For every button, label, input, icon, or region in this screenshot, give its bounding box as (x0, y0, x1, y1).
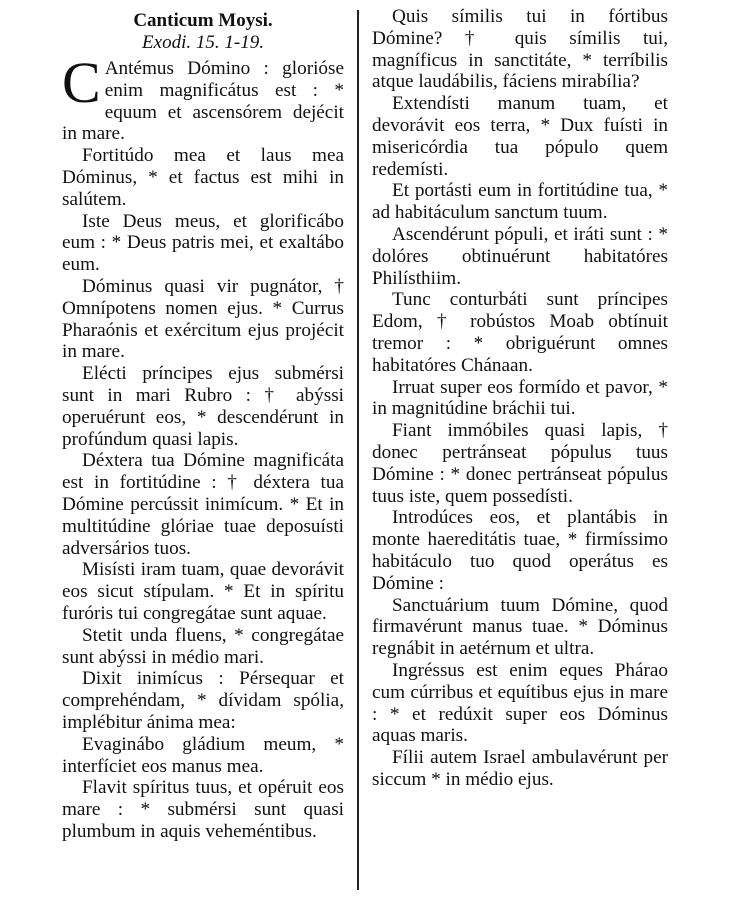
verse-1-text: Antémus Dómino : glorióse enim magnificátus est : * equum et ascensórem dejécit in mare. (62, 58, 344, 145)
verse-2: Fortitúdo mea et laus mea Dóminus, * et factus est mihi in salútem. (62, 145, 344, 210)
verse-4: Dóminus quasi vir pugnátor, † Omnípotens nomen ejus. * Currus Pharaónis et exércitum ejus projécit in mare. (62, 275, 344, 363)
verse-19: Introdúces eos, et plantábis in monte haereditátis tuae, * firmíssimo habitáculo tuo quod operátus es Dómine : (372, 507, 668, 594)
verse-12: Quis símilis tui in fórtibus Dómine? † quis símilis tui, magníficus in sanctitáte, * terríbilis atque laudábilis, fáciens mirabília? (372, 6, 668, 93)
verse-11: Flavit spíritus tuus, et opéruit eos mare : * submérsi sunt quasi plumbum in aquis veheméntibus. (62, 777, 344, 842)
verse-13: Extendísti manum tuam, et devorávit eos terra, * Dux fuísti in misericórdia tua pópulo quem redemísti. (372, 93, 668, 180)
verse-8: Stetit unda fluens, * congregátae sunt abýssi in médio mari. (62, 624, 344, 668)
right-column (372, 6, 668, 791)
verse-20: Sanctuárium tuum Dómine, quod firmavérunt manus tuae. * Dóminus regnábit in aetérnum et ultra. (372, 594, 668, 660)
verse-18: Fiant immóbiles quasi lapis, † donec pertránseat pópulus tuus Dómine : * donec pertránseat pópulus tuus iste, quem possedísti. (372, 420, 668, 507)
canticle-reference: Exodi. 15. 1-19. (142, 32, 264, 53)
verse-16: Tunc conturbáti sunt príncipes Edom, † robústos Moab obtínuit tremor : * obriguérunt omnes habitatóres Chánaan. (372, 289, 668, 376)
canticle-title: Canticum Moysi. (133, 10, 273, 31)
left-column (62, 6, 344, 843)
verse-15: Ascendérunt pópuli, et iráti sunt : * dolóres obtinuérunt habitatóres Philísthiim. (372, 223, 668, 289)
verse-5: Elécti príncipes ejus submérsi sunt in mari Rubro : † abýssi operuérunt eos, * descendérunt in profúndum quasi lapis. (62, 363, 344, 450)
drop-cap-initial: C (62, 50, 101, 115)
verse-14: Et portásti eum in fortitúdine tua, * ad habitáculum sanctum tuum. (372, 180, 668, 224)
verse-22: Fílii autem Israel ambulavérunt per siccum * in médio ejus. (372, 747, 668, 790)
verse-3: Iste Deus meus, et glorificábo eum : * Deus patris mei, et exaltábo eum. (62, 210, 344, 276)
verse-1 (62, 50, 344, 145)
verse-7: Misísti iram tuam, quae devorávit eos sicut stípulam. * Et in spíritu furóris tui congregátae sunt aquae. (62, 559, 344, 624)
verse-10: Evaginábo gládium meum, * interfíciet eos manus mea. (62, 733, 344, 777)
verse-17: Irruat super eos formído et pavor, * in magnitúdine bráchii tui. (372, 376, 668, 420)
verse-6: Déxtera tua Dómine magnificáta est in fortitúdine : † déxtera tua Dómine percússit inimícum. * Et in multitúdine glóriae tuae deposuísti adversários tuos. (62, 450, 344, 559)
verse-21: Ingréssus est enim eques Phárao cum cúrribus et equítibus ejus in mare : * et redúxit super eos Dóminus aquas maris. (372, 659, 668, 747)
column-divider (357, 10, 359, 890)
verse-9: Dixit inimícus : Pérsequar et comprehéndam, * dívidam spólia, implébitur ánima mea: (62, 668, 344, 733)
